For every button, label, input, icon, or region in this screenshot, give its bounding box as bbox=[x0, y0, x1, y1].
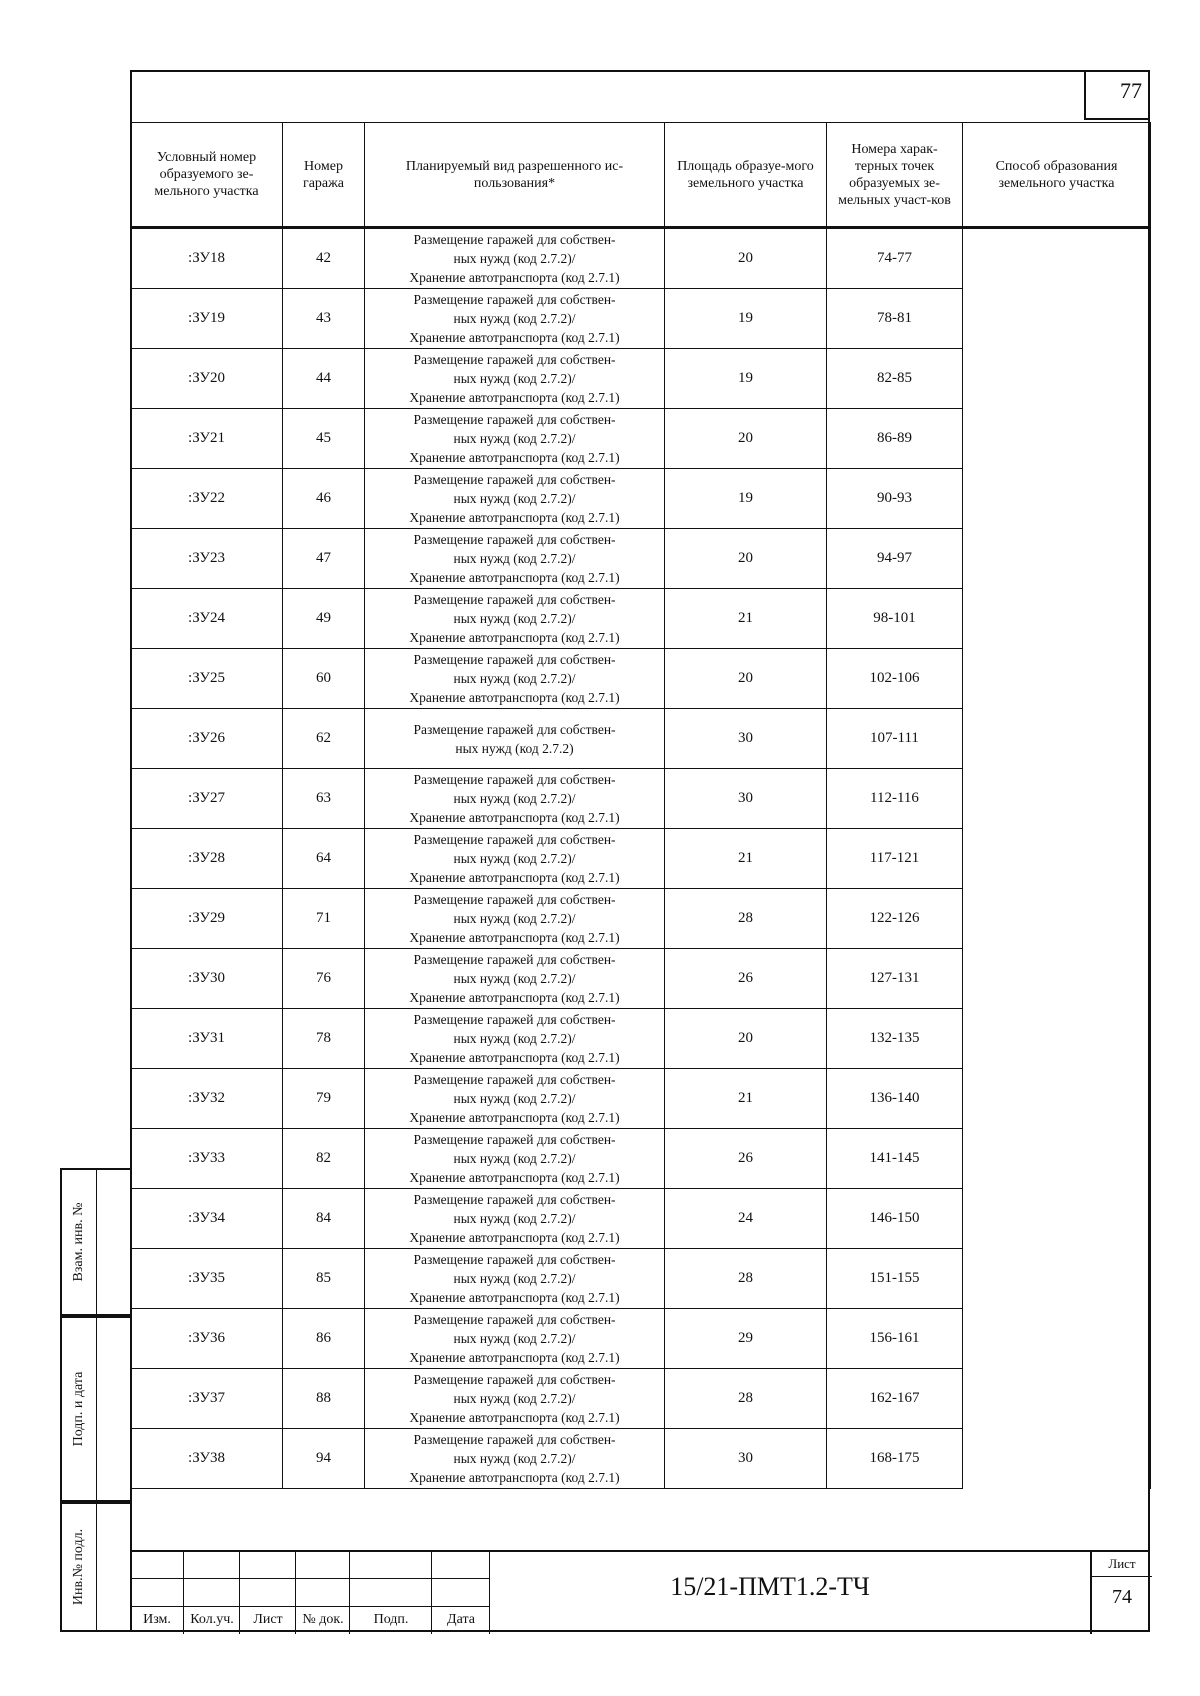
cell-characteristic-points: 102-106 bbox=[827, 649, 963, 709]
cell-permitted-use bbox=[365, 829, 665, 889]
cell-plot-id: :ЗУ33 bbox=[131, 1129, 283, 1189]
permitted-use-line: ных нужд (код 2.7.2)/ bbox=[453, 971, 576, 986]
cell-permitted-use bbox=[365, 1429, 665, 1489]
cell-permitted-use bbox=[365, 649, 665, 709]
permitted-use-line: Размещение гаражей для собствен- bbox=[413, 772, 616, 787]
table-body bbox=[131, 228, 1151, 1489]
cell-formation-method bbox=[963, 228, 1151, 1489]
cell-area: 21 bbox=[665, 829, 827, 889]
permitted-use-line: ных нужд (код 2.7.2)/ bbox=[453, 911, 576, 926]
cell-plot-id: :ЗУ19 bbox=[131, 289, 283, 349]
cell-garage-number: 84 bbox=[283, 1189, 365, 1249]
side-stamp-signature-date bbox=[60, 1316, 130, 1502]
cell-plot-id: :ЗУ20 bbox=[131, 349, 283, 409]
cell-characteristic-points: 98-101 bbox=[827, 589, 963, 649]
permitted-use-line: Хранение автотранспорта (код 2.7.1) bbox=[409, 1110, 620, 1125]
cell-area: 26 bbox=[665, 1129, 827, 1189]
permitted-use-line: ных нужд (код 2.7.2)/ bbox=[453, 1271, 576, 1286]
side-stamp-original-inventory bbox=[60, 1502, 130, 1632]
cell-permitted-use bbox=[365, 1069, 665, 1129]
permitted-use-line: Хранение автотранспорта (код 2.7.1) bbox=[409, 810, 620, 825]
cell-plot-id: :ЗУ21 bbox=[131, 409, 283, 469]
cell-garage-number: 64 bbox=[283, 829, 365, 889]
permitted-use-line: ных нужд (код 2.7.2) bbox=[455, 740, 574, 756]
cell-plot-id: :ЗУ30 bbox=[131, 949, 283, 1009]
cell-permitted-use bbox=[365, 1249, 665, 1309]
cell-garage-number: 42 bbox=[283, 228, 365, 289]
permitted-use-line: Хранение автотранспорта (код 2.7.1) bbox=[409, 1170, 620, 1185]
cell-plot-id: :ЗУ27 bbox=[131, 769, 283, 829]
cell-garage-number: 45 bbox=[283, 409, 365, 469]
cell-garage-number: 82 bbox=[283, 1129, 365, 1189]
cell-garage-number: 44 bbox=[283, 349, 365, 409]
cell-permitted-use bbox=[365, 1129, 665, 1189]
cell-characteristic-points: 168-175 bbox=[827, 1429, 963, 1489]
cell-garage-number: 63 bbox=[283, 769, 365, 829]
permitted-use-line: Хранение автотранспорта (код 2.7.1) bbox=[409, 510, 620, 525]
cell-characteristic-points: 90-93 bbox=[827, 469, 963, 529]
cell-characteristic-points: 127-131 bbox=[827, 949, 963, 1009]
col-label-signature: Подп. bbox=[373, 1612, 409, 1627]
cell-plot-id: :ЗУ29 bbox=[131, 889, 283, 949]
permitted-use-line: ных нужд (код 2.7.2)/ bbox=[453, 1211, 576, 1226]
table-header-row bbox=[131, 123, 1151, 228]
cell-garage-number: 71 bbox=[283, 889, 365, 949]
cell-area: 30 bbox=[665, 1429, 827, 1489]
cell-plot-id: :ЗУ23 bbox=[131, 529, 283, 589]
permitted-use-line: ных нужд (код 2.7.2)/ bbox=[453, 1331, 576, 1346]
cell-permitted-use bbox=[365, 769, 665, 829]
cell-permitted-use bbox=[365, 949, 665, 1009]
permitted-use-line: Размещение гаражей для собствен- bbox=[413, 1372, 616, 1387]
cell-permitted-use bbox=[365, 1369, 665, 1429]
permitted-use-line: ных нужд (код 2.7.2)/ bbox=[453, 1391, 576, 1406]
cell-area: 20 bbox=[665, 649, 827, 709]
permitted-use-line: ных нужд (код 2.7.2)/ bbox=[453, 251, 576, 266]
table-row bbox=[131, 228, 1151, 289]
permitted-use-line: Хранение автотранспорта (код 2.7.1) bbox=[409, 870, 620, 885]
cell-characteristic-points: 82-85 bbox=[827, 349, 963, 409]
cell-plot-id: :ЗУ38 bbox=[131, 1429, 283, 1489]
col-label-doc-no: № док. bbox=[302, 1612, 344, 1627]
cell-characteristic-points: 112-116 bbox=[827, 769, 963, 829]
permitted-use-line: Хранение автотранспорта (код 2.7.1) bbox=[409, 1050, 620, 1065]
permitted-use-line: Размещение гаражей для собствен- bbox=[413, 1072, 616, 1087]
permitted-use-line: ных нужд (код 2.7.2)/ bbox=[453, 311, 576, 326]
permitted-use-line: ных нужд (код 2.7.2)/ bbox=[453, 491, 576, 506]
cell-area: 21 bbox=[665, 1069, 827, 1129]
header-plot-id: Условный номер образуемого зе-мельного участка bbox=[131, 123, 283, 228]
cell-plot-id: :ЗУ24 bbox=[131, 589, 283, 649]
side-stamp-replacement bbox=[60, 1168, 130, 1316]
cell-garage-number: 79 bbox=[283, 1069, 365, 1129]
cell-garage-number: 88 bbox=[283, 1369, 365, 1429]
cell-garage-number: 78 bbox=[283, 1009, 365, 1069]
cell-characteristic-points: 107-111 bbox=[827, 709, 963, 769]
title-block bbox=[130, 1550, 1150, 1632]
cell-permitted-use bbox=[365, 889, 665, 949]
header-area: Площадь образуе-мого земельного участка bbox=[665, 123, 827, 228]
document-number: 15/21-ПМТ1.2-ТЧ bbox=[670, 1572, 870, 1601]
cell-plot-id: :ЗУ28 bbox=[131, 829, 283, 889]
sheet-number: 74 bbox=[1112, 1586, 1132, 1608]
cell-characteristic-points: 141-145 bbox=[827, 1129, 963, 1189]
side-label: Взам. инв. № bbox=[71, 1202, 86, 1282]
col-label-count: Кол.уч. bbox=[190, 1612, 234, 1627]
cell-plot-id: :ЗУ22 bbox=[131, 469, 283, 529]
cell-plot-id: :ЗУ31 bbox=[131, 1009, 283, 1069]
cell-characteristic-points: 117-121 bbox=[827, 829, 963, 889]
permitted-use-line: Размещение гаражей для собствен- bbox=[413, 592, 616, 607]
permitted-use-line: ных нужд (код 2.7.2)/ bbox=[453, 371, 576, 386]
cell-area: 29 bbox=[665, 1309, 827, 1369]
permitted-use-line: Хранение автотранспорта (код 2.7.1) bbox=[409, 1470, 620, 1485]
permitted-use-line: Размещение гаражей для собствен- bbox=[413, 1252, 616, 1267]
permitted-use-line: Размещение гаражей для собствен- bbox=[413, 652, 616, 667]
cell-permitted-use bbox=[365, 289, 665, 349]
cell-permitted-use bbox=[365, 349, 665, 409]
cell-area: 26 bbox=[665, 949, 827, 1009]
permitted-use-line: Размещение гаражей для собствен- bbox=[413, 352, 616, 367]
cell-garage-number: 60 bbox=[283, 649, 365, 709]
cell-garage-number: 85 bbox=[283, 1249, 365, 1309]
permitted-use-line: Размещение гаражей для собствен- bbox=[413, 832, 616, 847]
cell-plot-id: :ЗУ37 bbox=[131, 1369, 283, 1429]
permitted-use-line: Размещение гаражей для собствен- bbox=[413, 1132, 616, 1147]
col-label-change: Изм. bbox=[143, 1612, 171, 1627]
permitted-use-line: Размещение гаражей для собствен- bbox=[413, 721, 616, 737]
cell-garage-number: 86 bbox=[283, 1309, 365, 1369]
cell-plot-id: :ЗУ25 bbox=[131, 649, 283, 709]
header-permitted-use: Планируемый вид разрешенного ис-пользования* bbox=[365, 123, 665, 228]
permitted-use-line: ных нужд (код 2.7.2)/ bbox=[453, 1151, 576, 1166]
permitted-use-line: ных нужд (код 2.7.2)/ bbox=[453, 611, 576, 626]
permitted-use-line: Размещение гаражей для собствен- bbox=[413, 292, 616, 307]
cell-characteristic-points: 156-161 bbox=[827, 1309, 963, 1369]
cell-permitted-use bbox=[365, 1009, 665, 1069]
cell-permitted-use bbox=[365, 1189, 665, 1249]
cell-garage-number: 43 bbox=[283, 289, 365, 349]
cell-characteristic-points: 132-135 bbox=[827, 1009, 963, 1069]
permitted-use-line: ных нужд (код 2.7.2)/ bbox=[453, 851, 576, 866]
permitted-use-line: Хранение автотранспорта (код 2.7.1) bbox=[409, 270, 620, 285]
permitted-use-line: Хранение автотранспорта (код 2.7.1) bbox=[409, 1410, 620, 1425]
top-page-number: 77 bbox=[1084, 70, 1150, 120]
header-formation-method: Способ образования земельного участка bbox=[963, 123, 1151, 228]
cell-plot-id: :ЗУ18 bbox=[131, 228, 283, 289]
permitted-use-line: Хранение автотранспорта (код 2.7.1) bbox=[409, 1350, 620, 1365]
cell-garage-number: 49 bbox=[283, 589, 365, 649]
cell-permitted-use bbox=[365, 709, 665, 769]
permitted-use-line: ных нужд (код 2.7.2)/ bbox=[453, 791, 576, 806]
permitted-use-line: Хранение автотранспорта (код 2.7.1) bbox=[409, 1230, 620, 1245]
cell-area: 28 bbox=[665, 889, 827, 949]
permitted-use-line: Размещение гаражей для собствен- bbox=[413, 232, 616, 247]
permitted-use-line: Размещение гаражей для собствен- bbox=[413, 472, 616, 487]
cell-area: 28 bbox=[665, 1249, 827, 1309]
cell-characteristic-points: 86-89 bbox=[827, 409, 963, 469]
cell-area: 28 bbox=[665, 1369, 827, 1429]
cell-area: 24 bbox=[665, 1189, 827, 1249]
permitted-use-line: ных нужд (код 2.7.2)/ bbox=[453, 431, 576, 446]
permitted-use-line: Размещение гаражей для собствен- bbox=[413, 952, 616, 967]
cell-area: 21 bbox=[665, 589, 827, 649]
cell-area: 20 bbox=[665, 529, 827, 589]
cell-area: 19 bbox=[665, 349, 827, 409]
permitted-use-line: ных нужд (код 2.7.2)/ bbox=[453, 671, 576, 686]
cell-plot-id: :ЗУ34 bbox=[131, 1189, 283, 1249]
permitted-use-line: Размещение гаражей для собствен- bbox=[413, 1012, 616, 1027]
cell-characteristic-points: 151-155 bbox=[827, 1249, 963, 1309]
permitted-use-line: ных нужд (код 2.7.2)/ bbox=[453, 551, 576, 566]
header-characteristic-points: Номера харак-терных точек образуемых зе-мельных участ-ков bbox=[827, 123, 963, 228]
permitted-use-line: Размещение гаражей для собствен- bbox=[413, 1432, 616, 1447]
sheet-box bbox=[1090, 1552, 1152, 1634]
cell-permitted-use bbox=[365, 409, 665, 469]
side-label: Инв.№ подл. bbox=[71, 1528, 86, 1606]
cell-area: 30 bbox=[665, 709, 827, 769]
permitted-use-line: ных нужд (код 2.7.2)/ bbox=[453, 1451, 576, 1466]
cell-plot-id: :ЗУ35 bbox=[131, 1249, 283, 1309]
cell-characteristic-points: 94-97 bbox=[827, 529, 963, 589]
permitted-use-line: Размещение гаражей для собствен- bbox=[413, 892, 616, 907]
land-plots-table bbox=[130, 122, 1150, 1489]
permitted-use-line: ных нужд (код 2.7.2)/ bbox=[453, 1031, 576, 1046]
side-label: Подп. и дата bbox=[71, 1371, 86, 1447]
cell-characteristic-points: 74-77 bbox=[827, 228, 963, 289]
cell-characteristic-points: 162-167 bbox=[827, 1369, 963, 1429]
cell-area: 20 bbox=[665, 409, 827, 469]
cell-garage-number: 47 bbox=[283, 529, 365, 589]
table bbox=[130, 122, 1151, 1489]
cell-garage-number: 46 bbox=[283, 469, 365, 529]
cell-area: 20 bbox=[665, 1009, 827, 1069]
cell-area: 20 bbox=[665, 228, 827, 289]
cell-plot-id: :ЗУ32 bbox=[131, 1069, 283, 1129]
sheet-label: Лист bbox=[1092, 1552, 1152, 1577]
cell-garage-number: 94 bbox=[283, 1429, 365, 1489]
cell-permitted-use bbox=[365, 1309, 665, 1369]
col-label-date: Дата bbox=[447, 1612, 475, 1627]
permitted-use-line: Хранение автотранспорта (код 2.7.1) bbox=[409, 570, 620, 585]
cell-characteristic-points: 136-140 bbox=[827, 1069, 963, 1129]
permitted-use-line: Размещение гаражей для собствен- bbox=[413, 1192, 616, 1207]
cell-area: 19 bbox=[665, 289, 827, 349]
cell-characteristic-points: 122-126 bbox=[827, 889, 963, 949]
permitted-use-line: Хранение автотранспорта (код 2.7.1) bbox=[409, 990, 620, 1005]
permitted-use-line: Хранение автотранспорта (код 2.7.1) bbox=[409, 450, 620, 465]
cell-permitted-use bbox=[365, 529, 665, 589]
permitted-use-line: Хранение автотранспорта (код 2.7.1) bbox=[409, 690, 620, 705]
permitted-use-line: Хранение автотранспорта (код 2.7.1) bbox=[409, 930, 620, 945]
permitted-use-line: Размещение гаражей для собствен- bbox=[413, 412, 616, 427]
permitted-use-line: Размещение гаражей для собствен- bbox=[413, 1312, 616, 1327]
permitted-use-line: Хранение автотранспорта (код 2.7.1) bbox=[409, 1290, 620, 1305]
cell-garage-number: 62 bbox=[283, 709, 365, 769]
cell-area: 30 bbox=[665, 769, 827, 829]
col-label-sheet: Лист bbox=[253, 1612, 283, 1627]
cell-characteristic-points: 146-150 bbox=[827, 1189, 963, 1249]
permitted-use-line: Хранение автотранспорта (код 2.7.1) bbox=[409, 630, 620, 645]
cell-plot-id: :ЗУ36 bbox=[131, 1309, 283, 1369]
cell-characteristic-points: 78-81 bbox=[827, 289, 963, 349]
cell-permitted-use bbox=[365, 589, 665, 649]
cell-area: 19 bbox=[665, 469, 827, 529]
header-garage-number: Номер гаража bbox=[283, 123, 365, 228]
permitted-use-line: ных нужд (код 2.7.2)/ bbox=[453, 1091, 576, 1106]
cell-permitted-use bbox=[365, 469, 665, 529]
permitted-use-line: Хранение автотранспорта (код 2.7.1) bbox=[409, 330, 620, 345]
permitted-use-line: Хранение автотранспорта (код 2.7.1) bbox=[409, 390, 620, 405]
cell-permitted-use bbox=[365, 228, 665, 289]
cell-plot-id: :ЗУ26 bbox=[131, 709, 283, 769]
cell-garage-number: 76 bbox=[283, 949, 365, 1009]
permitted-use-line: Размещение гаражей для собствен- bbox=[413, 532, 616, 547]
